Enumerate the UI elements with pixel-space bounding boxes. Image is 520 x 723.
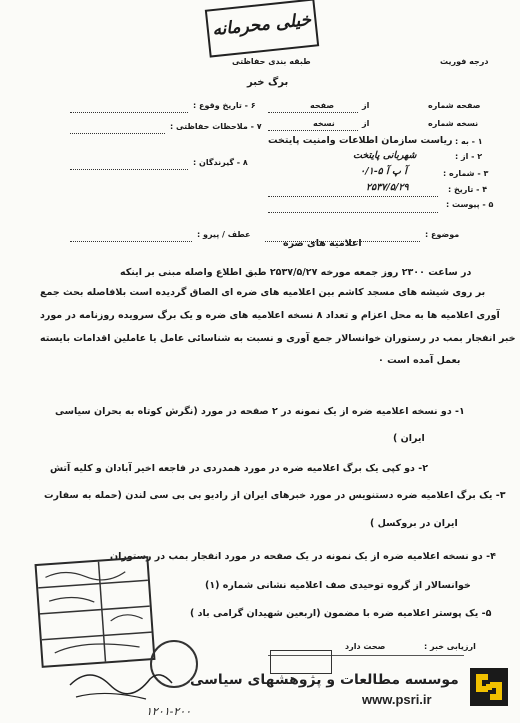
page-number-label: صفحه شماره [428, 101, 481, 110]
item-4-continued: خوانسالار از گروه توحیدی صف اعلامیه نشانی شماره (۱) [205, 580, 471, 591]
item-2: ۲- دو کپی یک برگ اعلامیه ضره در مورد همدردی در فاجعه اخیر آبادان و کلیه آتش [50, 463, 428, 474]
handwritten-signature [66, 655, 176, 705]
from-value: شهربانی پایتخت [353, 150, 417, 161]
occurrence-date-line [70, 112, 188, 113]
body-line-1: در ساعت ۲۳۰۰ روز جمعه مورخه ۲۵۳۷/۵/۲۷ طبق اطلاع واصله مبنی بر اینکه [120, 267, 472, 278]
priority-label: درجه فوریت [440, 57, 489, 66]
copy-number-of: از [362, 119, 370, 128]
date-line [268, 196, 438, 197]
reference-box-stamp [270, 650, 332, 674]
occurrence-date-label: ۶ - تاریخ وقوع : [193, 101, 256, 110]
date-label: ۴ - تاریخ : [448, 185, 488, 194]
classification-stamp-text: خیلی محرمانه [211, 9, 312, 41]
classification-level: طبقه بندی حفاظتی [232, 57, 311, 66]
attachment-label: ۵ - پیوست : [446, 200, 494, 209]
page-number-line [268, 112, 358, 113]
institute-logo [470, 668, 508, 706]
official-seal-graphic [37, 558, 154, 665]
copy-number-label: نسخه شماره [428, 119, 479, 128]
item-1-continued: ایران ) [393, 433, 425, 444]
subject-value: اعلامیه های ضره [283, 238, 362, 249]
body-line-3: آوری اعلامیه ها به محل اعزام و تعداد ۸ نسخه اعلامیه های ضره و یک برگ سرویده روزنامه در مورد [40, 310, 500, 321]
page-number-unit: صفحه [310, 101, 335, 110]
form-title: برگ خبر [247, 77, 289, 88]
to-value: ریاست سازمان اطلاعات وامنیت پایتخت [268, 135, 453, 146]
page-number-of: از [362, 101, 370, 110]
reference-line [70, 241, 192, 242]
body-line-4: خبر انفجار بمب در رستوران خوانسالار جمع آوری و نسبت به شناسائی عامل یا عاملین اقدامات بایسته [40, 333, 516, 344]
recipients-label: ۸ - گیرندگان : [193, 158, 248, 167]
classification-stamp [205, 0, 319, 58]
item-3-continued: ایران در بروکسل ) [370, 518, 458, 529]
body-line-2: بر روی شیشه های مسجد کاشم بین اعلامیه های ضره ای الصاق گردیده است بلافاصله بحث جمع [40, 287, 486, 298]
official-seal-stamp [35, 556, 156, 668]
item-5: ۵- یک پوستر اعلامیه ضره با مضمون (اربعین شهیدان گرامی باد ) [190, 608, 492, 619]
from-label: ۲ - از : [455, 152, 483, 161]
reference-label: عطف / پیرو : [197, 230, 251, 239]
body-line-5: بعمل آمده است ۰ [378, 355, 461, 366]
evaluation-label: ارزیابی خبر : [424, 642, 476, 651]
watermark-url: www.psri.ir [362, 692, 432, 707]
attachment-line [268, 212, 438, 213]
copy-number-unit: نسخه [313, 119, 335, 128]
watermark-title: موسسه مطالعات و پژوهشهای سیاسی [190, 672, 459, 688]
subject-label: موضوع : [425, 230, 460, 239]
security-notes-line [70, 133, 165, 134]
copy-number-line [268, 130, 358, 131]
number-value: آ پ آ ۵-۰/۱ [360, 166, 407, 177]
recipients-line [70, 169, 188, 170]
number-label: ۳ - شماره : [443, 169, 489, 178]
to-label: ۱ - به : [455, 137, 483, 146]
security-notes-label: ۷ - ملاحظات حفاظتی : [170, 122, 262, 131]
item-1: ۱- دو نسخه اعلامیه ضره از یک نمونه در ۲ صفحه در مورد (نگرش کوتاه به بحران سیاسی [55, 406, 465, 417]
institute-logo-icon [470, 668, 508, 706]
accuracy-label: صحت دارد [345, 642, 386, 651]
item-4: ۴- دو نسخه اعلامیه ضره از یک نمونه در یک صفحه در مورد انفجار بمب در رستوران [110, 551, 496, 562]
item-3: ۳- یک برگ اعلامیه ضره دستنویس در مورد خبرهای ایران از رادیو بی بی سی لندن (حمله به سفارت [44, 490, 506, 501]
bottom-code: ۱۲۰۱-۲۰۰ [146, 705, 192, 718]
date-value: ۲۵۳۷/۵/۲۹ [366, 182, 409, 193]
